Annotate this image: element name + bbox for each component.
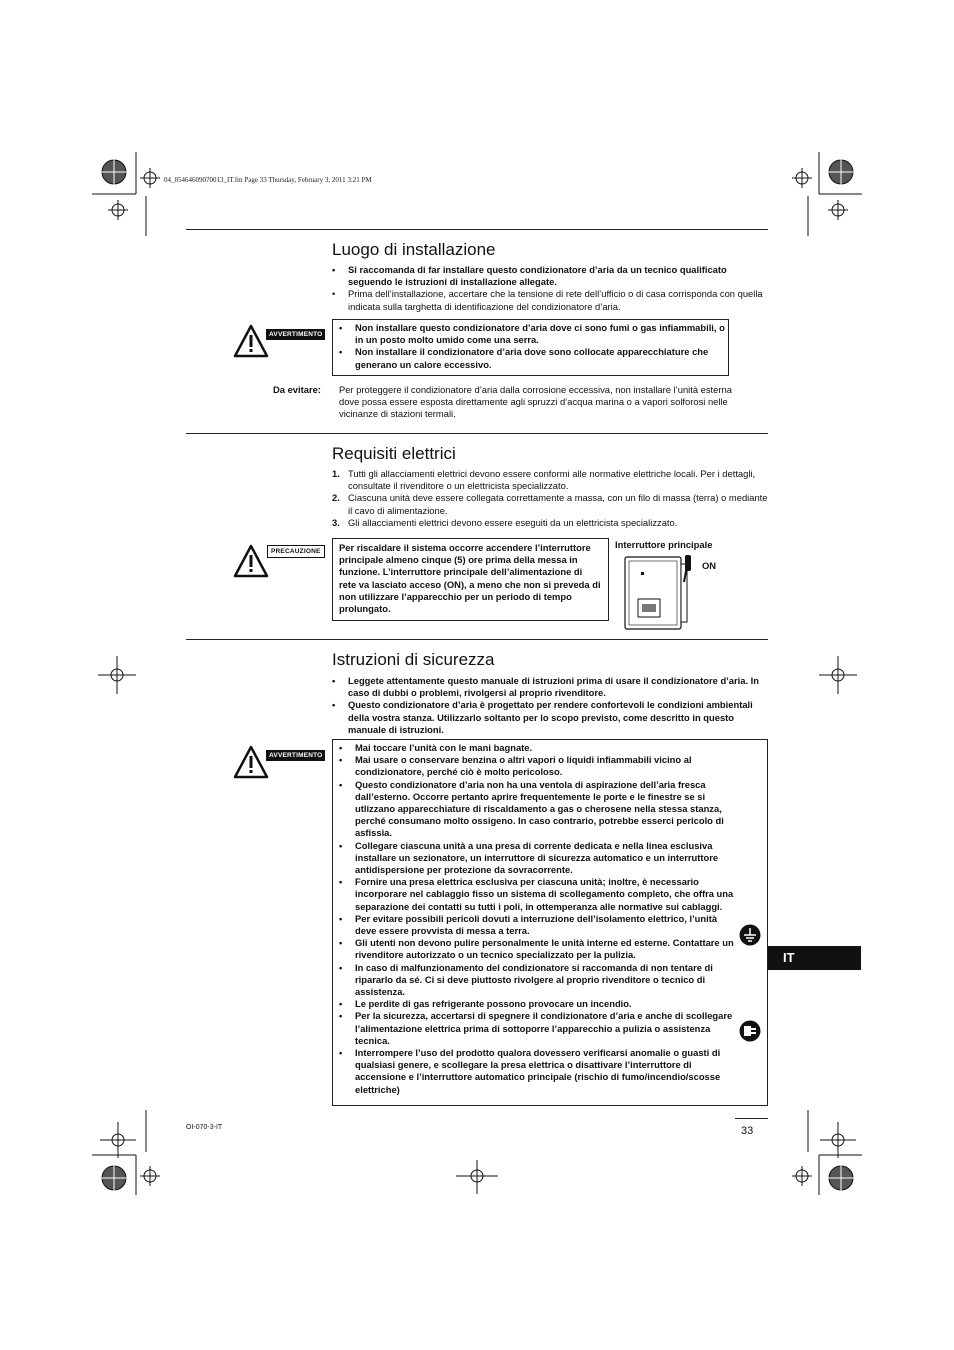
list-item: • Leggete attentamente questo manuale di istruzioni prima di usare il condizionatore d’aria. In caso di dubbi o problemi, rivolgersi al proprio rivenditore. [332, 675, 760, 699]
caution-tag: PRECAUZIONE [267, 545, 325, 558]
language-tab: IT [768, 946, 861, 970]
list-item: • Fornire una presa elettrica esclusiva per ciascuna unità; inoltre, è necessario incorporare nel cablaggio fisso un sistema di scollegamento completo, che offra una separazione dei contatti su tutti i poli, in ottemperanza alle normative sui cablaggi. [339, 876, 734, 912]
list-item: • Non installare questo condizionatore d’aria dove ci sono fumi o gas infiammabili, o in un posto molto umido come una serra. [339, 322, 725, 346]
section-rule [186, 229, 768, 230]
list-item: • Questo condizionatore d’aria non ha una ventola di aspirazione dell’aria fresca dall’esterno. Occorre pertanto aprire frequentemente le porte e le finestre se si utlizzano apparecchiature di riscaldamento a gas o cherosene nella stessa stanza, perché consumano molto ossigeno. In caso contrario, potrebbe esserci pericolo di asfissia. [339, 778, 724, 839]
warning-tag: AVVERTIMENTO [266, 329, 325, 340]
list-item: • Interrompere l’uso del prodotto qualora dovessero verificarsi anomalie o guasti di qualsiasi genere, e scollegare la presa elettrica o disattivare l’interruttore di accensione e l’interruttore automatico principale (rischio di fumo/incendio/scosse elettriche) [339, 1047, 721, 1095]
list-item: • Per evitare possibili pericoli dovuti a interruzione dell’isolamento elettrico, l’unità deve essere provvista di messa a terra. [339, 912, 718, 937]
warning-box [332, 319, 729, 376]
electric-list [332, 468, 768, 529]
page-number-rule [735, 1118, 768, 1119]
list-item: 2. Ciascuna unità deve essere collegata correttamente a massa, con un filo di massa (terra) o mediante il cavo di alimentazione. [332, 492, 768, 516]
print-header: 04_85464609070013_IT.fm Page 33 Thursday, February 3, 2011 3:21 PM [164, 176, 372, 184]
list-item: • Le perdite di gas refrigerante possono provocare un incendio. [339, 998, 632, 1010]
section-rule [186, 433, 768, 434]
list-item: • Mai toccare l’unità con le mani bagnate. [339, 742, 533, 753]
list-item: • In caso di malfunzionamento del condizionatore si raccomanda di non tentare di ripararlo da sé. Ci si deve piuttosto rivolgere al proprio rivenditore o tecnico di assistenza. [339, 961, 713, 998]
list-item: 3. Gli allacciamenti elettrici devono essere eseguiti da un elettricista specializzato. [332, 516, 678, 528]
list-item: • Per la sicurezza, accertarsi di spegnere il condizionatore d’aria e anche di scollegare l’alimentazione elettrica prima di sottoporre l’apparecchio a pulizia o assistenza tecnica. [339, 1010, 733, 1046]
ground-icon [739, 924, 761, 946]
avoid-label: Da evitare: [273, 384, 321, 395]
section-rule [186, 639, 768, 640]
on-label: ON [702, 560, 717, 571]
safety-list [332, 675, 768, 736]
list-item: • Gli utenti non devono pulire personalmente le unità interne ed esterne. Contattare un rivenditore autorizzato o un tecnico specializzato per la pulizia. [339, 937, 734, 961]
list-item: • Si raccomanda di far installare questo condizionatore d’aria da un tecnico qualificato seguendo le istruzioni di installazione allegate. [332, 264, 727, 288]
list-item: 1. Tutti gli allacciamenti elettrici devono essere conformi alle normative elettriche locali. Per i dettagli, consultate il rivenditore o un elettricista specializzato. [332, 468, 756, 492]
install-list [332, 264, 768, 313]
list-item: • Non installare il condizionatore d’aria dove sono collocate apparecchiature che generano un calore eccessivo. [339, 346, 709, 370]
section-title-requisiti: Requisiti elettrici [332, 444, 456, 463]
switch-label: Interruttore principale [615, 539, 713, 550]
safety-warning-box [332, 739, 768, 1106]
section-title-installazione: Luogo di installazione [332, 240, 496, 259]
list-item: • Mai usare o conservare benzina o altri vapori o liquidi infiammabili vicino al condizionatore, perché ciò è molto pericoloso. [339, 754, 692, 778]
warning-tag: AVVERTIMENTO [266, 750, 325, 761]
unplug-icon [739, 1020, 761, 1042]
main-switch-illustration [620, 552, 700, 632]
warning-triangle-icon [233, 324, 269, 358]
page-number: 33 [741, 1125, 754, 1137]
warning-triangle-icon [233, 745, 269, 779]
avoid-text: Per proteggere il condizionatore d’aria dalla corrosione eccessiva, non installare l’unità esterna dove possa essere esposta direttamente agli spruzzi d’acqua marina o a vapori solforosi nelle vicinanze di stazioni termali. [339, 384, 732, 420]
caution-box: Per riscaldare il sistema occorre accendere l’interruttore principale almeno cinque (5) ore prima della messa in funzione. L’interruttore principale dell’alimentazione di rete va lasciato acceso (ON), a meno che non si preveda di non utilizzare l’apparecchio per un periodo di tempo prolungato. [332, 538, 609, 621]
caution-triangle-icon [233, 544, 269, 578]
list-item: • Questo condizionatore d’aria è progettato per rendere confortevoli le condizioni ambientali della vostra stanza. Utilizzarlo soltanto per lo scopo previsto, come descritto in questo manuale di istruzioni. [332, 699, 753, 735]
list-item: • Prima dell’installazione, accertare che la tensione di rete dell’ufficio o di casa corrisponda con quella indicata sulla targhetta di identificazione del condizionatore d’aria. [332, 288, 763, 312]
list-item: • Collegare ciascuna unità a una presa di corrente dedicata e nella linea esclusiva installare un sezionatore, un interruttore di sicurezza automatico e un interruttore antidispersione per protezione da sovracorrente. [339, 839, 719, 876]
footer-code: OI-070-3-IT [186, 1124, 223, 1131]
section-title-sicurezza: Istruzioni di sicurezza [332, 650, 495, 669]
